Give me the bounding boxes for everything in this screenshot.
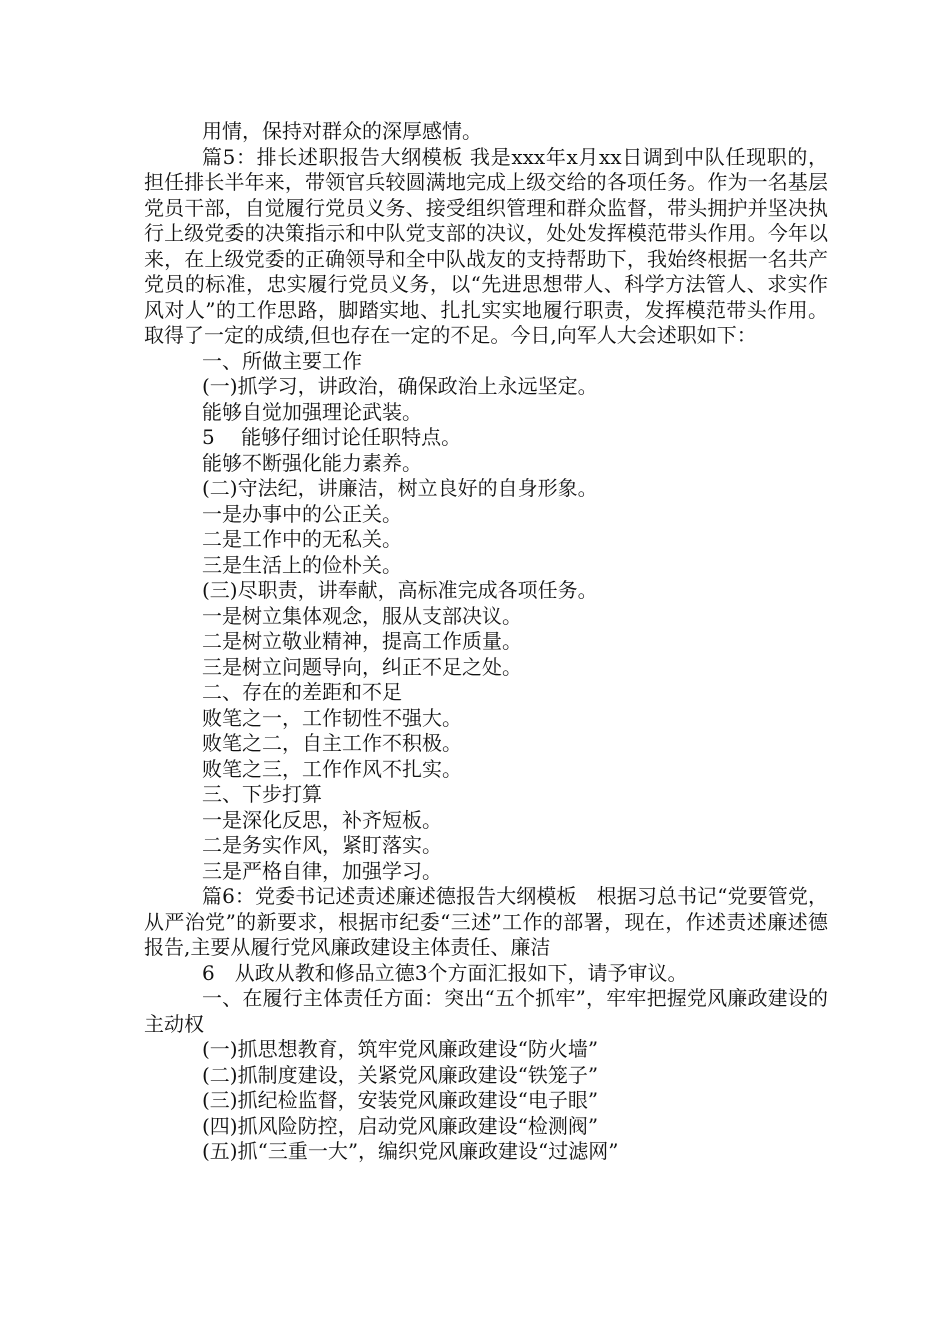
section-heading: 一、在履行主体责任方面：突出“五个抓牢”，牢牢把握党风廉政建设的主动权 (144, 986, 828, 1036)
list-item: 败笔之一，工作韧性不强大。 (202, 705, 462, 730)
list-item: 二是树立敬业精神，提高工作质量。 (202, 629, 522, 653)
section-heading: 三、下步打算 (202, 782, 322, 806)
section-heading: 二、存在的差距和不足 (202, 680, 402, 704)
list-item: 一是树立集体观念，服从支部决议。 (202, 603, 522, 628)
list-item: 三是严格自律，加强学习。 (202, 858, 442, 883)
paragraph: 篇5：排长述职报告大纲模板 我是xxx年x月xx日调到中队任现职的，担任排长半年来，带领官兵较圆满地完成上级交给的各项任务。作为一名基层党员干部，自觉履行党员义务、接受组织管理和群众监督，带头拥护并坚决执行上级党委的决策指示和中队党支部的决议，处处发挥模范带头作用。今年以来，在上级党委的正确领导和全中队战友的支持帮助下，我始终根据一名共产党员的标准，忠实履行党员义务，以“先进思想带人、科学方法管人、求实作风对人”的工作思路，脚踏实地、扎扎实实地履行职责，发挥模范带头作用。取得了一定的成绩,但也存在一定的不足。今日,向军人大会述职如下： (144, 144, 828, 347)
subsection-heading: (三)尽职责，讲奉献，高标准完成各项任务。 (202, 578, 598, 602)
list-item: 败笔之三，工作作风不扎实。 (202, 756, 462, 781)
paragraph: 6 从政从教和修品立德3个方面汇报如下，请予审议。 (202, 960, 688, 985)
paragraph: 用情，保持对群众的深厚感情。 (202, 119, 482, 143)
list-item: 二是工作中的无私关。 (202, 527, 402, 551)
list-item: 一是深化反思，补齐短板。 (202, 807, 442, 832)
list-item: (三)抓纪检监督，安装党风廉政建设“电子眼” (202, 1088, 599, 1112)
list-item: 5 能够仔细讨论任职特点。 (202, 425, 462, 449)
paragraph: 篇6：党委书记述责述廉述德报告大纲模板 根据习总书记“党要管党，从严治党”的新要求，根据市纪委“三述”工作的部署，现在，作述责述廉述德报告,主要从履行党风廉政建设主体责任、廉洁 (144, 884, 828, 959)
list-item: 能够不断强化能力素养。 (202, 450, 422, 475)
list-item: (二)抓制度建设，关紧党风廉政建设“铁笼子” (202, 1062, 599, 1087)
list-item: (一)抓思想教育，筑牢党风廉政建设“防火墙” (202, 1037, 599, 1061)
list-item: 败笔之二，自主工作不积极。 (202, 731, 462, 755)
subsection-heading: (一)抓学习，讲政治，确保政治上永远坚定。 (202, 374, 598, 398)
list-item: 能够自觉加强理论武装。 (202, 399, 422, 424)
list-item: 二是务实作风，紧盯落实。 (202, 833, 442, 857)
list-item: 三是树立问题导向，纠正不足之处。 (202, 654, 522, 679)
section-heading: 一、所做主要工作 (202, 348, 362, 373)
document-body (144, 119, 828, 1165)
list-item: (四)抓风险防控，启动党风廉政建设“检测阀” (202, 1113, 599, 1138)
subsection-heading: (二)守法纪，讲廉洁，树立良好的自身形象。 (202, 476, 598, 500)
list-item: 三是生活上的俭朴关。 (202, 552, 402, 577)
list-item: 一是办事中的公正关。 (202, 501, 402, 526)
list-item: (五)抓“三重一大”，编织党风廉政建设“过滤网” (202, 1139, 619, 1163)
